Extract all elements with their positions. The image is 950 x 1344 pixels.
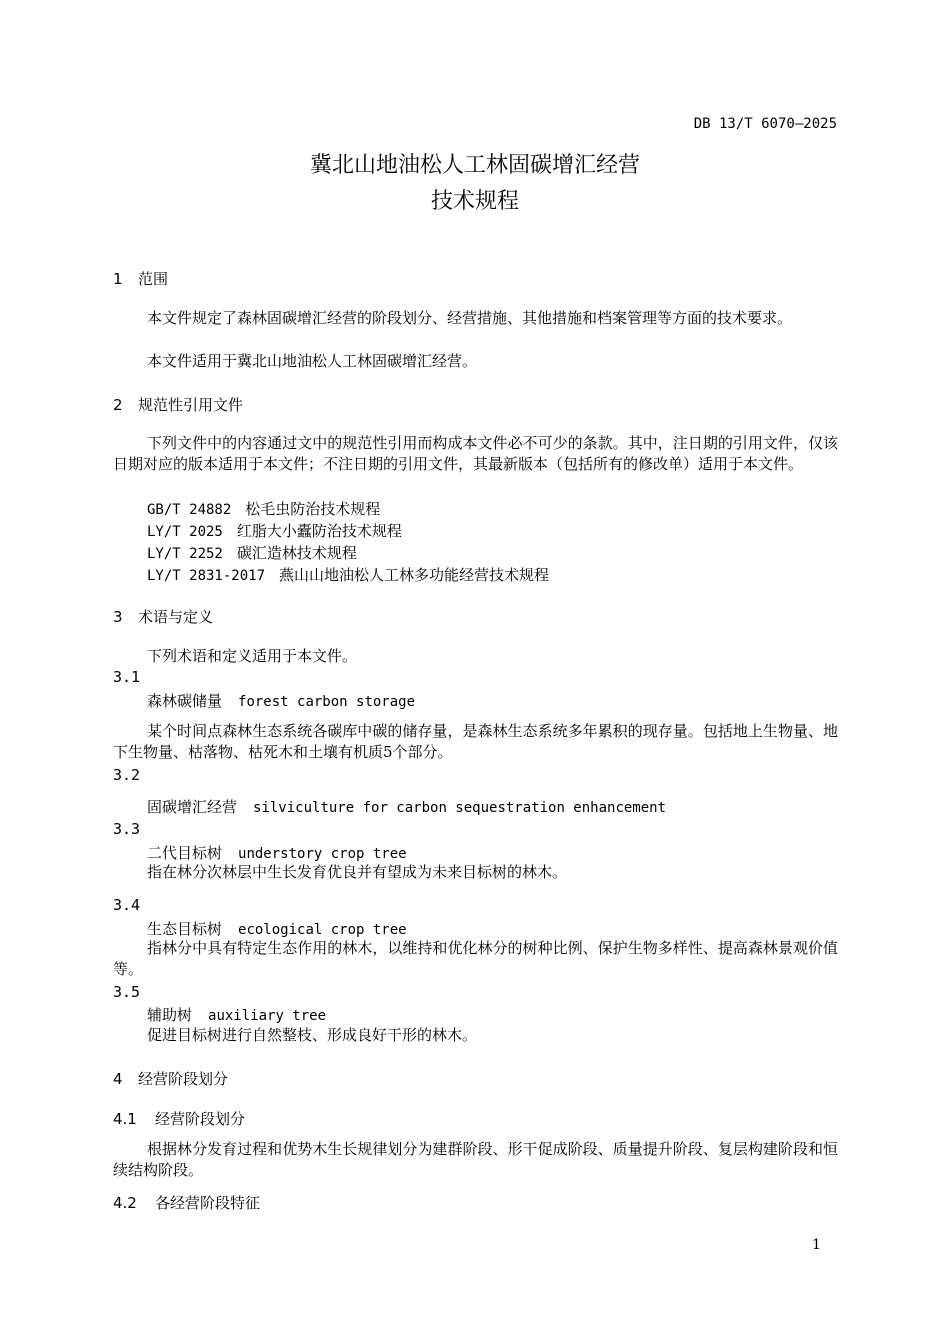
reference-code: LY/T 2252 [147,546,223,562]
term-zh: 二代目标树 [147,844,223,862]
term-en: understory crop tree [238,846,407,862]
subsection-4-2-heading [113,1192,260,1213]
reference-name: 红脂大小蠹防治技术规程 [236,522,402,540]
term-heading [147,918,407,939]
term-heading [147,796,666,817]
term-zh: 森林碳储量 [147,692,223,710]
term-number: 3.4 [113,896,141,914]
term-heading [147,690,415,711]
section-1-paragraph-2: 本文件适用于冀北山地油松人工林固碳增汇经营。 [147,352,478,370]
section-2-paragraph: 下列文件中的内容通过文中的规范性引用而构成本文件必不可少的条款。其中，注日期的引用文件，仅该日期对应的版本适用于本文件；不注日期的引用文件，其最新版本（包括所有的修改单）适用于本文件。 [113,434,838,473]
term-zh: 生态目标树 [147,920,223,938]
subsection-title: 各经营阶段特征 [155,1194,261,1212]
term-heading [147,1004,326,1025]
document-title-line1: 冀北山地油松人工林固碳增汇经营 [309,153,640,178]
term-definition: 促进目标树进行自然整枝、形成良好干形的林木。 [147,1026,478,1044]
term-zh: 固碳增汇经营 [147,798,238,816]
reference-name: 燕山山地油松人工林多功能经营技术规程 [279,566,550,584]
reference-item [147,564,549,585]
term-definition: 指在林分次林层中生长发育优良并有望成为未来目标树的林木。 [147,863,568,881]
reference-code: LY/T 2831-2017 [147,568,266,584]
term-number: 3.3 [113,820,141,838]
section-3-heading [113,606,213,627]
reference-name: 松毛虫防治技术规程 [245,500,381,518]
term-en: forest carbon storage [238,694,416,710]
term-en: silviculture for carbon sequestration enhancement [253,800,667,816]
section-title: 术语与定义 [138,608,214,626]
reference-item [147,542,357,563]
section-number: 3 [113,608,123,626]
section-1-paragraph-1: 本文件规定了森林固碳增汇经营的阶段划分、经营措施、其他措施和档案管理等方面的技术要求。 [147,309,793,327]
document-title-line2: 技术规程 [430,189,519,214]
subsection-title: 经营阶段划分 [155,1110,246,1128]
term-number: 3.2 [113,766,141,784]
reference-code: LY/T 2025 [147,524,223,540]
term-number: 3.1 [113,668,141,686]
term-number: 3.5 [113,983,141,1001]
reference-item [147,520,402,541]
term-zh: 辅助树 [147,1006,193,1024]
term-definition: 指林分中具有特定生态作用的林木，以维持和优化林分的树种比例、保护生物多样性、提高森林景观价值等。 [113,939,838,978]
section-number: 4 [113,1070,123,1088]
section-3-intro: 下列术语和定义适用于本文件。 [147,647,358,665]
section-title: 规范性引用文件 [138,396,244,414]
section-4-heading [113,1068,228,1089]
section-2-heading [113,394,243,415]
subsection-number: 4.1 [113,1110,137,1128]
term-definition: 某个时间点森林生态系统各碳库中碳的储存量，是森林生态系统多年累积的现存量。包括地上生物量、地下生物量、枯落物、枯死木和土壤有机质5个部分。 [113,722,838,761]
reference-item [147,498,380,519]
subsection-number: 4.2 [113,1194,137,1212]
reference-name: 碳汇造林技术规程 [236,544,357,562]
term-en: auxiliary tree [208,1008,327,1024]
subsection-4-1-heading [113,1108,245,1129]
section-number: 2 [113,396,123,414]
section-1-heading [113,268,168,289]
term-en: ecological crop tree [238,922,407,938]
reference-code: GB/T 24882 [147,502,232,518]
section-number: 1 [113,270,123,288]
page-number: 1 [812,1237,821,1253]
document-number: DB 13/T 6070—2025 [693,116,837,132]
term-heading [147,842,407,863]
subsection-4-1-paragraph: 根据林分发育过程和优势木生长规律划分为建群阶段、形干促成阶段、质量提升阶段、复层构建阶段和恒续结构阶段。 [113,1140,838,1179]
section-title: 范围 [138,270,169,288]
section-title: 经营阶段划分 [138,1070,229,1088]
